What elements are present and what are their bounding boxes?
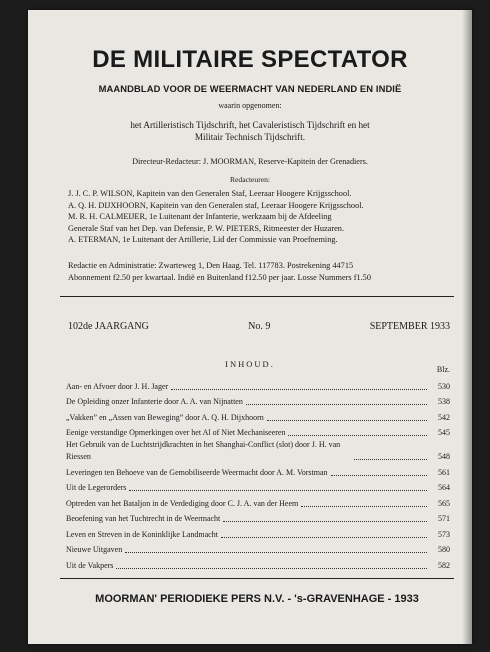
toc-entry-title: Optreden van het Bataljon in de Verdediging door C. J. A. van der Heem — [66, 498, 299, 508]
admin-address: Redactie en Administratie: Zwarteweg 1, Den Haag. Tel. 117783. Postrekening 44715 — [68, 261, 354, 270]
editor-line: A. ETERMAN, 1e Luitenant der Artillerie, Lid der Commissie van Proefneming. — [68, 235, 338, 245]
toc-entry-title: Leven en Streven in de Koninklijke Landmacht — [66, 529, 218, 539]
toc-entry-page: 530 — [438, 381, 450, 391]
toc-entry-page: 542 — [438, 412, 450, 422]
dot-leader — [301, 506, 427, 507]
toc-entry — [66, 541, 450, 557]
journal-subtitle: MAANDBLAD VOOR DE WEERMACHT VAN NEDERLAND EN INDIË — [98, 83, 402, 94]
toc-entry-page: 548 — [438, 452, 450, 461]
merged-journals-line-2: Militair Technisch Tijdschrift. — [194, 132, 306, 142]
issue-date: SEPTEMBER 1933 — [369, 321, 450, 332]
toc-entry-title: Aan- en Afvoer door J. H. Jager — [66, 381, 169, 391]
administration-info — [68, 260, 454, 283]
toc-entry — [66, 408, 450, 424]
dot-leader — [246, 404, 427, 405]
toc-entry-title: Eenige verstandige Opmerkingen over het Al of Niet Mechaniseeren — [66, 428, 286, 437]
dot-leader — [129, 490, 427, 491]
toc-entry-title: Uit de Legerorders — [66, 483, 127, 492]
editors-list — [68, 188, 454, 246]
editor-line: Generale Staf van het Dep. van Defensie, P. W. PIETERS, Ritmeester der Huzaren. — [68, 223, 345, 233]
editors-heading: Redacteuren: — [229, 175, 271, 184]
dot-leader — [354, 459, 427, 460]
toc-entry-page: 573 — [438, 529, 450, 539]
journal-cover-page — [28, 10, 472, 644]
toc-entry — [66, 377, 450, 393]
toc-entry-page: 561 — [438, 467, 450, 477]
toc-entry — [66, 556, 450, 572]
toc-entry-page: 582 — [438, 560, 450, 570]
dot-leader — [288, 435, 427, 436]
director-line: Directeur-Redacteur: J. MOORMAN, Reserve-Kapitein der Grenadiers. — [132, 157, 368, 166]
dot-leader — [221, 537, 427, 538]
toc-entry-page: 538 — [438, 397, 450, 406]
admin-subscription: Abonnement f2.50 per kwartaal. Indië en Buitenland f12.50 per jaar. Losse Nummers f1.50 — [68, 272, 371, 282]
journal-title: DE MILITAIRE SPECTATOR — [92, 46, 408, 73]
toc-entry-page: 545 — [438, 428, 450, 437]
editor-line: M. R. H. CALMEIJER, 1e Luitenant der Infanterie, werkzaam bij de Afdeeling — [68, 212, 332, 222]
editor-line: J. J. C. P. WILSON, Kapitein van den Generalen Staf, Leeraar Hoogere Krijgsschool. — [68, 189, 352, 198]
toc-entry-title: Uit de Vakpers — [66, 560, 114, 570]
merged-journals-line-1: het Artilleristisch Tijdschrift, het Cavaleristisch Tijdschrift en het — [130, 120, 370, 130]
dot-leader — [171, 389, 427, 390]
toc-entry — [66, 439, 450, 463]
toc-entry-title: „Vakken” en „Assen van Beweging” door A. Q. H. Dijxhoorn — [66, 412, 264, 422]
toc-entry-title: Nieuwe Uitgaven — [66, 545, 123, 554]
issue-number: No. 9 — [248, 321, 271, 332]
dot-leader — [267, 420, 427, 421]
toc-entry — [66, 479, 450, 495]
toc-entry-title: De Opleiding onzer Infanterie door A. A. van Nijnatten — [66, 397, 243, 406]
dot-leader — [331, 475, 427, 476]
toc-entry-page: 580 — [438, 545, 450, 554]
divider-bottom — [60, 578, 454, 579]
divider-top — [60, 296, 454, 297]
dot-leader — [116, 568, 427, 569]
page-column-header: Blz. — [436, 365, 450, 374]
toc-entry-page: 564 — [438, 483, 450, 492]
contents-heading: INHOUD. — [225, 359, 275, 369]
toc-entry-page: 565 — [438, 498, 450, 508]
toc-entry — [66, 525, 450, 541]
toc-entry — [66, 510, 450, 526]
toc-entry-title: Beoefening van het Tuchtrecht in de Weermacht — [66, 514, 221, 523]
dot-leader — [223, 521, 427, 522]
toc-entry — [66, 463, 450, 479]
incorporating-note: waarin opgenomen: — [218, 101, 282, 110]
merged-journals — [68, 119, 432, 143]
editor-line: A. Q. H. DIJXHOORN, Kapitein van den Generalen staf, Leeraar Hoogere Krijgsschool. — [68, 200, 364, 210]
toc-entry — [66, 494, 450, 510]
table-of-contents — [66, 377, 450, 572]
dot-leader — [125, 552, 427, 553]
issue-info — [68, 321, 450, 332]
publisher-footer: MOORMAN' PERIODIEKE PERS N.V. - 's-GRAVENHAGE - 1933 — [95, 593, 419, 605]
toc-entry-title: Leveringen ten Behoeve van de Gemobiliseerde Weermacht door A. M. Vorstman — [66, 467, 328, 477]
toc-entry — [66, 393, 450, 409]
toc-entry — [66, 424, 450, 440]
toc-entry-title: Het Gebruik van de Luchtstrijdkrachten in het Shanghai-Conflict (slot) door J. H. van Riessen — [66, 440, 341, 461]
volume: 102de JAARGANG — [68, 321, 149, 332]
toc-entry-page: 571 — [438, 514, 450, 523]
